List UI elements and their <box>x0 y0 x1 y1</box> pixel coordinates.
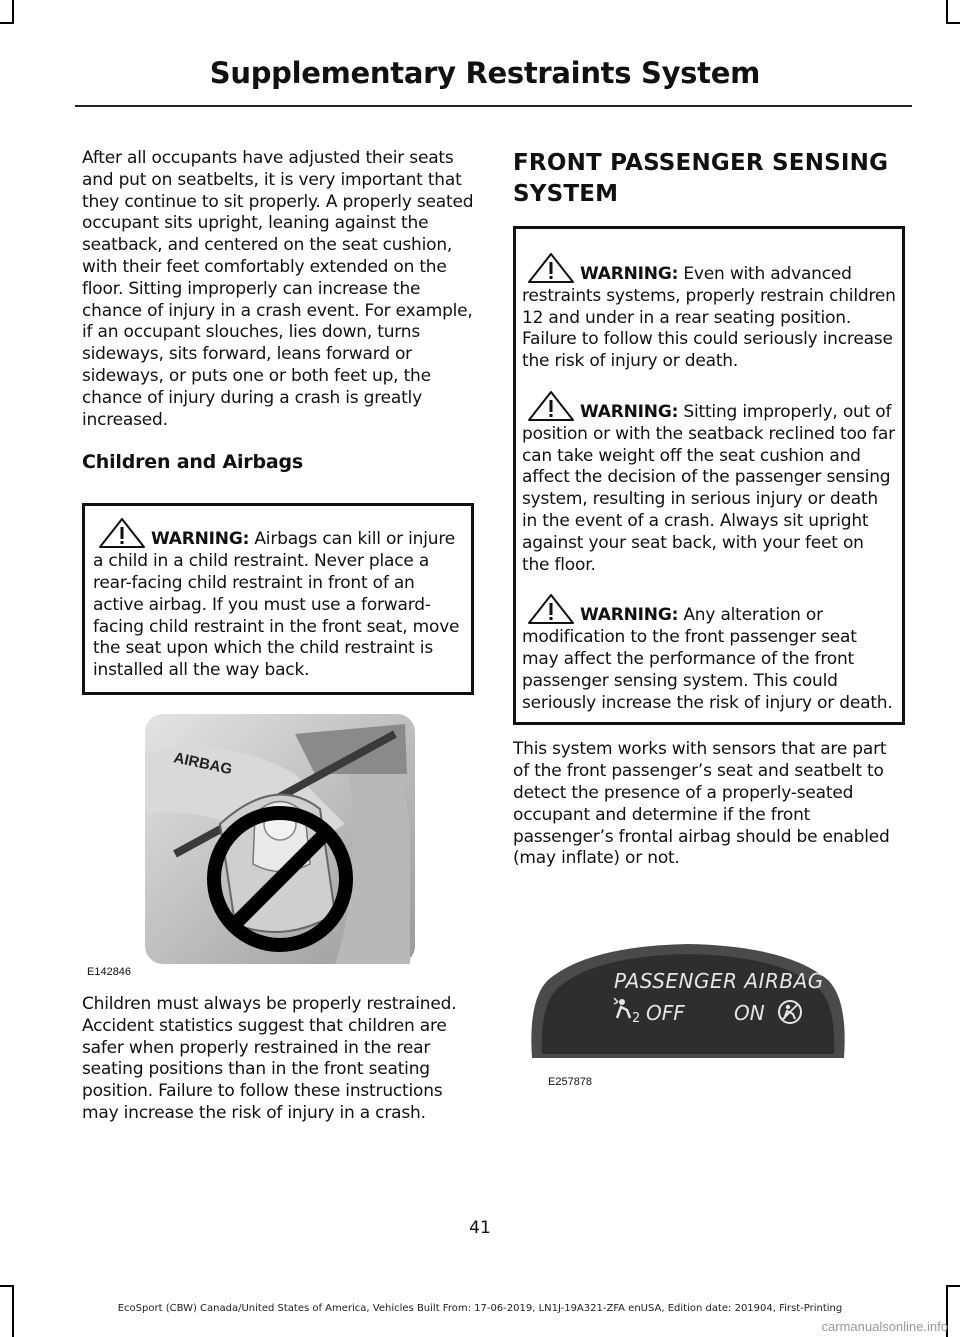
closing-paragraph: Children must always be properly restrained. Accident statistics suggest that children are safer when properly restrained in the rear seating positions than in the front seating position. Failure to follow these instructions may increase the risk of injury in a crash. <box>82 994 457 1123</box>
airbag-label: AIRBAG <box>172 749 234 779</box>
display-title: PASSENGER AIRBAG <box>614 969 824 993</box>
warning-body: Airbags can kill or injure a child in a child restraint. Never place a rear-facing child restraint in front of an active airbag. If you must use a forward-facing child restraint in the front seat, move the seat upon which the child restraint is installed all the way back. <box>93 529 460 681</box>
crop-mark <box>946 22 960 24</box>
crop-mark <box>12 0 14 22</box>
intro-paragraph: After all occupants have adjusted their seats and put on seatbelts, it is very important that they continue to sit properly. A properly seated occupant sits upright, leaning against the seatback, and centered on the seat cushion, with their feet comfortably extended on the floor. Sitting improperly can increase the chance of injury in a crash event. For example, if an occupant slouches, lies down, turns sideways, sits forward, leans forward or sideways, or puts one or both feet up, the chance of injury during a crash is greatly increased. <box>82 148 474 430</box>
warning-box <box>82 503 474 695</box>
subheading-children-airbags: Children and Airbags <box>82 451 303 474</box>
crop-mark <box>0 1285 14 1287</box>
warning-body: Sitting improperly, out of position or with the seatback reclined too far can take weight off the seat cushion and affect the decision of the passenger sensing system, resulting in serious injury or death in the event of a crash. Always sit upright against your seat back, with your feet on the floor. <box>522 401 895 575</box>
warning-label: WARNING: <box>580 401 679 422</box>
figure-code: E257878 <box>548 1076 593 1088</box>
footer-text: EcoSport (CBW) Canada/United States of America, Vehicles Built From: 17-06-2019, LN1J-19A321-ZFA enUSA, Edition date: 201904, First-Printing <box>117 1303 843 1314</box>
warning-text <box>522 594 896 714</box>
warning-text <box>522 391 896 576</box>
header-divider <box>75 105 912 107</box>
warning-label: WARNING: <box>151 529 250 550</box>
airbag-child-seat-illustration <box>145 714 415 964</box>
warning-triangle-icon <box>99 518 145 548</box>
passenger-airbag-display-illustration <box>528 940 848 1065</box>
section-heading: FRONT PASSENGER SENSING SYSTEM <box>513 150 889 207</box>
left-column-lower <box>82 994 474 1125</box>
watermark: carmanualsonline.info <box>821 1319 948 1334</box>
warning-triangle-icon <box>528 594 574 624</box>
page-title: Supplementary Restraints System <box>209 56 760 90</box>
on-label: ON <box>734 1001 765 1025</box>
warning-text <box>522 253 896 373</box>
warning-label: WARNING: <box>580 605 679 626</box>
warning-label: WARNING: <box>580 264 679 284</box>
crop-mark <box>0 22 14 24</box>
off-label: OFF <box>646 1001 685 1025</box>
crop-mark <box>946 0 948 22</box>
crop-mark <box>946 1285 960 1287</box>
warning-text <box>93 518 463 682</box>
page-number: 41 <box>469 1218 491 1238</box>
seat-number: 2 <box>632 1011 641 1026</box>
warning-triangle-icon <box>528 253 574 283</box>
warning-body: Any alteration or modification to the front passenger seat may affect the performance of the front passenger sensing system. This could seriously increase the risk of injury or death. <box>522 605 893 713</box>
warning-triangle-icon <box>528 391 574 421</box>
system-paragraph: This system works with sensors that are part of the front passenger’s seat and seatbelt to detect the presence of a properly-seated occupant and determine if the front passenger’s frontal airbag should be enabled (may inflate) or not. <box>513 739 890 869</box>
right-column <box>513 148 907 870</box>
figure-code: E142846 <box>87 966 132 978</box>
warning-box-group <box>513 226 905 725</box>
warning-body: Even with advanced restraints systems, properly restrain children 12 and under in a rear seating position. Failure to follow this could seriously increase the risk of injury or death. <box>522 264 896 372</box>
left-column <box>82 148 474 695</box>
